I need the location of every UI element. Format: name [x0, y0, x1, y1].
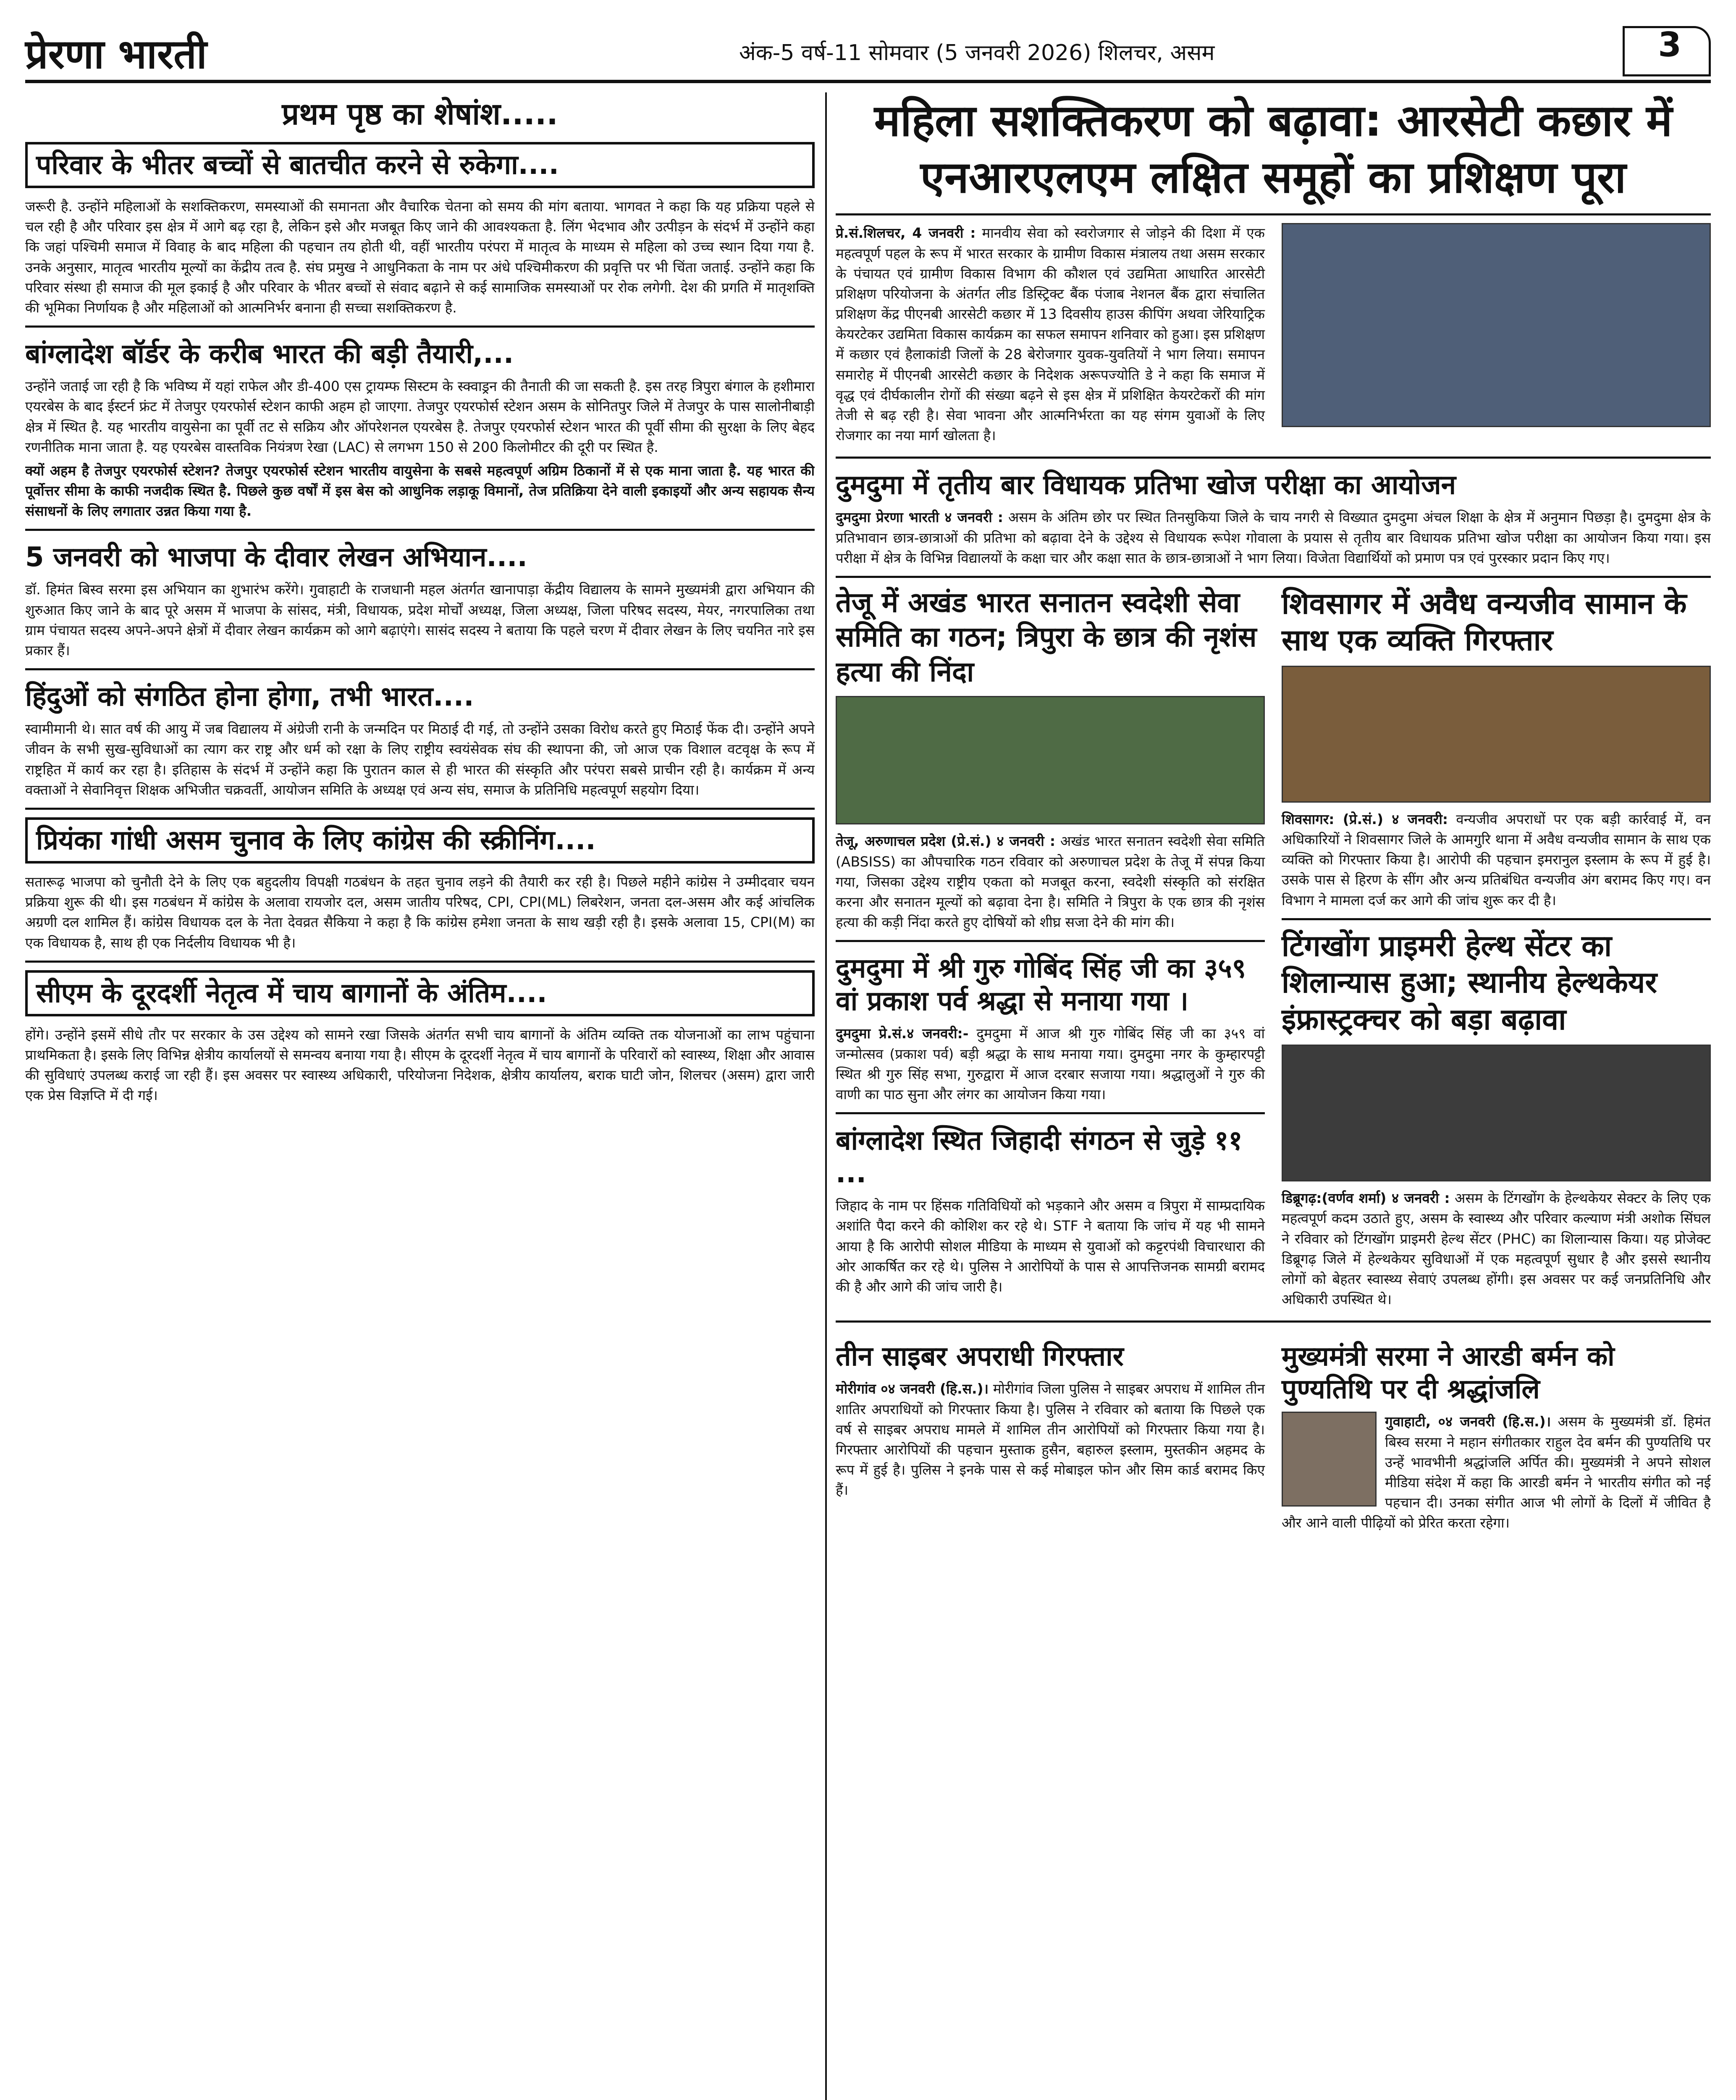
- article-body: उन्होंने जताई जा रही है कि भविष्य में यहां राफेल और डी-400 एस ट्रायम्फ सिस्टम के स्क्वाड्रन की तैनाती की जा सकती है. इस तरह त्रिपुरा बंगाल के हशीमारा एयरबेस के बाद ईस्टर्न फ्रंट में तेजपुर एयरफोर्स स्टेशन काफी अहम हो जाएगा. तेजपुर एयरफोर्स स्टेशन असम के सोनितपुर जिले में तेजपुर के पास सालोनीबाड़ी क्षेत्र में स्थित है. यह भारतीय वायुसेना का पूर्वी तट से सक्रिय और ऑपरेशनल एयरबेस है. तेजपुर एयरफोर्स स्टेशन भारत की पूर्वी सीमा की सुरक्षा के लिए बेहद रणनीतिक माना जाता है. यह एयरबेस वास्तविक नियंत्रण रेखा (LAC) से लगभग 150 से 200 किलोमीटर की दूरी पर स्थित है.: [25, 378, 815, 455]
- divider: [25, 961, 815, 963]
- tribute-photo: [1282, 1412, 1377, 1507]
- lead-story: [836, 223, 1711, 449]
- divider: [1282, 918, 1711, 920]
- article-body: स्वामीमानी थे। सात वर्ष की आयु में जब विद्यालय में अंग्रेजी रानी के जन्मदिन पर मिठाई दी गई, तो उन्होंने उसका विरोध करते हुए मिठाई फेंक दी। उन्होंने अपने जीवन के सभी सुख-सुविधाओं का त्याग कर राष्ट्र और धर्म को रक्षा के लिए राष्ट्रीय स्वयंसेवक संघ की स्थापना की, जो आज एक विशाल वटवृक्ष के रूप में राष्ट्रहित में कार्य कर रहा है। इतिहास के संदर्भ में उन्होंने कहा कि पुरातन काल से ही भारत की संस्कृति और परंपरा सबसे प्राचीन रही है। कार्यक्रम में अन्य वक्ताओं ने सेवानिवृत्त शिक्षक अभिजीत चक्रवर्ती, आयोजन समिति के अध्यक्ष एवं अन्य संघ, समाज के प्रतिनिधि महत्वपूर्ण सहयोग दिया।: [25, 721, 815, 798]
- page-number: 3: [1658, 25, 1681, 64]
- article-headline: बांग्लादेश बॉर्डर के करीब भारत की बड़ी तैयारी,...: [25, 339, 514, 370]
- health-headline: टिंगखोंग प्राइमरी हेल्थ सेंटर का शिलान्यास हुआ; स्थानीय हेल्थकेयर इंफ्रास्ट्रक्चर को बड़ा बढ़ावा: [1282, 928, 1657, 1037]
- masthead: [25, 17, 1711, 83]
- lead-body: [836, 223, 1265, 446]
- issue-line: अंक-5 वर्ष-11 सोमवार (5 जनवरी 2026) शिलचर, असम: [739, 40, 1215, 66]
- article-headline: सीएम के दूरदर्शी नेतृत्व में चाय बागानों के अंतिम....: [25, 970, 815, 1016]
- divider: [836, 940, 1265, 942]
- talent-text: असम के अंतिम छोर पर स्थित तिनसुकिया जिले के चाय नगरी से विख्यात दुमदुमा अंचल शिक्षा के क्षेत्र में अनुमान पिछड़ा है। दुमदुमा क्षेत्र के प्रतिभावान छात्र-छात्राओं की प्रतिभा को बढ़ावा देने के उद्देश्य से विधायक रूपेश गोवाला के प्रयास से तृतीय बार विधायक प्रतिभा खोज परीक्षा का आयोजन किया गया। इस परीक्षा में क्षेत्र के विभिन्न विद्यालयों के कक्षा चार और कक्षा सात के छात्र-छात्राओं ने भाग लिया। विजेता विद्यार्थियों को प्रमाण पत्र एवं पुरस्कार प्रदान किए गए।: [836, 509, 1711, 566]
- lead-headline: महिला सशक्तिकरण को बढ़ावा: आरसेटी कछार में एनआरएलएम लक्षित समूहों का प्रशिक्षण पूरा: [874, 95, 1673, 203]
- right-column: [836, 92, 1711, 2100]
- gurpurab-headline: दुमदुमा में श्री गुरु गोबिंद सिंह जी का ३५९ वां प्रकाश पर्व श्रद्धा से मनाया गया ।: [836, 953, 1246, 1017]
- sanatan-photo: [836, 696, 1265, 824]
- wildlife-headline: शिवसागर में अवैध वन्यजीव सामान के साथ एक व्यक्ति गिरफ्तार: [1282, 586, 1687, 658]
- talent-headline: दुमदुमा में तृतीय बार विधायक प्रतिभा खोज परीक्षा का आयोजन: [836, 470, 1456, 501]
- article-body: डॉ. हिमंत बिस्व सरमा इस अभियान का शुभारंभ करेंगे। गुवाहाटी के राजधानी महल अंतर्गत खानापाड़ा केंद्रीय विद्यालय के सामने मुख्यमंत्री द्वारा अभियान की शुरुआत किए जाने के बाद पूरे असम में भाजपा के सांसद, मंत्री, विधायक, प्रदेश मोर्चों अध्यक्ष, जिला अध्यक्ष, जिला परिषद सदस्य, मेयर, नगरपालिका तथा ग्राम पंचायत सदस्य अपने-अपने क्षेत्रों में दीवार लेखन कार्यक्रम को आगे बढ़ाएंगे। सासंद सदस्य ने बताया कि पहले चरण में दीवार लेखन के लिए चयनित नारे इस प्रकार हैं।: [25, 581, 815, 659]
- divider: [836, 576, 1711, 578]
- wildlife-body: [1282, 809, 1711, 911]
- jihadi-headline: बांग्लादेश स्थित जिहादी संगठन से जुड़े ११ ...: [836, 1125, 1243, 1189]
- health-photo: [1282, 1045, 1711, 1181]
- article-headline: हिंदुओं को संगठित होना होगा, तभी भारत....: [25, 681, 474, 713]
- health-body: [1282, 1188, 1711, 1310]
- divider: [25, 326, 815, 328]
- cyber-headline: तीन साइबर अपराधी गिरफ्तार: [836, 1341, 1124, 1373]
- tribute-dateline: गुवाहाटी, ०४ जनवरी (हि.स.)।: [1385, 1413, 1551, 1430]
- brand-title: प्रेरणा भारती: [25, 30, 207, 78]
- bottom-block: [836, 1330, 1711, 1536]
- tribute-headline: मुख्यमंत्री सरमा ने आरडी बर्मन को पुण्यतिथि पर दी श्रद्धांजलि: [1282, 1341, 1615, 1405]
- training-photo: [1282, 223, 1711, 427]
- middle-block: [836, 585, 1711, 1313]
- article-headline: 5 जनवरी को भाजपा के दीवार लेखन अभियान....: [25, 542, 527, 573]
- article-body: होंगे। उन्होंने इसमें सीधे तौर पर सरकार के उस उद्देश्य को सामने रखा जिसके अंतर्गत सभी चाय बागानों के अंतिम व्यक्ति तक योजनाओं का लाभ पहुंचाना प्राथमिकता है। इसके लिए विभिन्न क्षेत्रीय कार्यालयों से समन्वय बनाया गया है। सीएम के दूरदर्शी नेतृत्व में चाय बागानों के परिवारों को स्वास्थ्य, शिक्षा और आवास की सुविधाएं उपलब्ध कराई जा रही हैं। इस अवसर पर स्वास्थ्य अधिकारी, परियोजना निदेशक, क्षेत्रीय कार्यालय, बराक घाटी जोन, शिलचर (असम) द्वारा जारी एक प्रेस विज्ञप्ति में दी गई।: [25, 1026, 815, 1104]
- left-column: [25, 92, 815, 2100]
- cyber-dateline: मोरीगांव ०४ जनवरी (हि.स.)।: [836, 1381, 989, 1397]
- cyber-text: मोरीगांव जिला पुलिस ने साइबर अपराध में शामिल तीन शातिर अपराधियों को गिरफ्तार किया है। पुलिस ने रविवार को बताया कि पिछले एक वर्ष से साइबर अपराध मामले में शामिल तीन आरोपियों को गिरफ्तार किया गया है। गिरफ्तार आरोपियों की पहचान मुस्ताक हुसैन, बहारुल इस्लाम, मुस्तकीन अहमद के रूप में हुई है। पुलिस ने इनके पास से कई मोबाइल फोन और सिम कार्ड बरामद किए हैं।: [836, 1381, 1265, 1499]
- wildlife-photo: [1282, 666, 1711, 803]
- article-headline: प्रियंका गांधी असम चुनाव के लिए कांग्रेस की स्क्रीनिंग....: [25, 817, 815, 864]
- health-text: असम के टिंगखोंग के हेल्थकेयर सेक्टर के लिए एक महत्वपूर्ण कदम उठाते हुए, असम के स्वास्थ्य और परिवार कल्याण मंत्री अशोक सिंघल ने रविवार को टिंगखोंग प्राइमरी हेल्थ सेंटर (PHC) का शिलान्यास किया। यह प्रोजेक्ट डिब्रूगढ़ जिले में हेल्थकेयर सुविधाओं में एक महत्वपूर्ण सुधार है और इससे स्थानीय लोगों को बेहतर स्वास्थ्य सेवाएं उपलब्ध होंगी। इस अवसर पर कई जनप्रतिनिधि और अधिकारी उपस्थित थे।: [1282, 1190, 1711, 1308]
- talent-body: [836, 507, 1711, 568]
- section-title: प्रथम पृष्ठ का शेषांश.....: [282, 96, 558, 131]
- gurpurab-text: दुमदुमा में आज श्री गुरु गोबिंद सिंह जी का ३५९ वां जन्मोत्सव (प्रकाश पर्व) बड़ी श्रद्धा के साथ मनाया गया। दुमदुमा नगर के कुम्हारपट्टी स्थित श्री गुरु सिंह सभा, गुरुद्वारा में आज दरबार सजाया गया। श्रद्धालुओं ने गुरु की वाणी का पाठ सुना और लंगर का आयोजन किया गया।: [836, 1025, 1265, 1102]
- divider: [25, 529, 815, 531]
- divider: [25, 808, 815, 810]
- article-headline: परिवार के भीतर बच्चों से बातचीत करने से रुकेगा....: [25, 142, 815, 188]
- sanatan-body: [836, 831, 1265, 932]
- sanatan-dateline: तेजू, अरुणाचल प्रदेश (प्रे.सं.) ४ जनवरी :: [836, 833, 1056, 850]
- cyber-body: [836, 1379, 1265, 1500]
- gurpurab-dateline: दुमदुमा प्रे.सं.४ जनवरी:-: [836, 1025, 969, 1042]
- gurpurab-body: [836, 1024, 1265, 1105]
- health-dateline: डिब्रूगढ़:(वर्णव शर्मा) ४ जनवरी :: [1282, 1190, 1450, 1207]
- lead-dateline: प्रे.सं.शिलचर, 4 जनवरी :: [836, 225, 976, 242]
- divider: [836, 1320, 1711, 1323]
- article-body: जरूरी है. उन्होंने महिलाओं के सशक्तिकरण, समस्याओं की समानता और वैचारिक चेतना को समय की मांग बताया. भागवत ने कहा कि यह प्रक्रिया पहले से चल रही है और परिवार इस क्षेत्र में आगे बढ़ रहा है, लेकिन इसे और मजबूत किए जाने की आवश्यकता है. लिंग भेदभाव और उत्पीड़न के संदर्भ में उन्होंने कहा कि जहां पश्चिमी समाज में विवाह के बाद महिला की पहचान तय होती थी, वहीं भारतीय परंपरा में मातृत्व के माध्यम से महिला को उच्च स्थान दिया गया है. उनके अनुसार, मातृत्व भारतीय मूल्यों का केंद्रीय तत्व है. संघ प्रमुख ने आधुनिकता के नाम पर अंधे पश्चिमीकरण की प्रवृत्ति पर भी चिंता जताई. उन्होंने कहा कि परिवार संस्था ही समाज की मूल इकाई है और परिवार के भीतर बच्चों से संवाद बढ़ाने से कई सामाजिक समस्याओं पर रोक लगेगी. देश की प्रगति में मातृशक्ति की भूमिका निर्णायक है और महिलाओं को आत्मनिर्भर बनाना ही सच्चा सशक्तिकरण है.: [25, 198, 815, 316]
- tribute-text: असम के मुख्यमंत्री डॉ. हिमंत बिस्व सरमा ने महान संगीतकार राहुल देव बर्मन की पुण्यतिथि पर उन्हें भावभीनी श्रद्धांजलि अर्पित की। मुख्यमंत्री ने अपने सोशल मीडिया संदेश में कहा कि आरडी बर्मन ने भारतीय संगीत को नई पहचान दी। उनका संगीत आज भी लोगों के दिलों में जीवित है और आने वाली पीढ़ियों को प्रेरित करता रहेगा।: [1282, 1413, 1711, 1531]
- lead-text: मानवीय सेवा को स्वरोजगार से जोड़ने की दिशा में एक महत्वपूर्ण पहल के रूप में भारत सरकार के ग्रामीण विकास मंत्रालय तथा असम सरकार के पंचायत एवं ग्रामीण विकास विभाग की कौशल एवं उद्यमिता आधारित आरसेटी प्रशिक्षण परियोजना के अंतर्गत लीड डिस्ट्रिक्ट बैंक पंजाब नेशनल बैंक द्वारा संचालित प्रशिक्षण केंद्र पीएनबी आरसेटी कछार में 13 दिवसीय हाउस कीपिंग अथवा जेरियाट्रिक केयरटेकर उद्यमिता विकास कार्यक्रम का सफल समापन शनिवार को हुआ। इस प्रशिक्षण में कछार एवं हैलाकांडी जिलों के 28 बेरोजगार युवक-युवतियों ने भाग लिया। समापन समारोह में पीएनबी आरसेटी कछार के निदेशक अरूपज्योति डे ने कहा कि समाज में वृद्ध एवं दीर्घकालीन रोगों की संख्या बढ़ने से इस क्षेत्र में प्रशिक्षित केयरटेकरों की मांग तेजी से बढ़ रही है। सेवा भावना और आत्मनिर्भरता का यह संगम युवाओं के लिए रोजगार का नया मार्ग खोलता है।: [836, 225, 1265, 444]
- sanatan-headline: तेजू में अखंड भारत सनातन स्वदेशी सेवा समिति का गठन; त्रिपुरा के छात्र की नृशंस हत्या की निंदा: [836, 586, 1257, 688]
- divider: [836, 1112, 1265, 1114]
- article-highlight: क्यों अहम है तेजपुर एयरफोर्स स्टेशन? तेजपुर एयरफोर्स स्टेशन भारतीय वायुसेना के सबसे महत्वपूर्ण अग्रिम ठिकानों में से एक माना जाता है. यह भारत की पूर्वोत्तर सीमा के काफी नजदीक स्थित है. पिछले कुछ वर्षों में इस बेस को आधुनिक लड़ाकू विमानों, तेज प्रतिक्रिया देने वाली इकाइयों और अन्य सहायक सैन्य संसाधनों के लिए लगातार उन्नत किया गया है.: [25, 462, 815, 520]
- divider: [836, 213, 1711, 215]
- jihadi-body: जिहाद के नाम पर हिंसक गतिविधियों को भड़काने और असम व त्रिपुरा में साम्प्रदायिक अशांति पैदा करने की कोशिश कर रहे थे। STF ने बताया कि जांच में यह भी सामने आया है कि आरोपी सोशल मीडिया के माध्यम से युवाओं को कट्टरपंथी विचारधारा की ओर आकर्षित कर रहे थे। पुलिस ने आरोपियों के पास से आपत्तिजनक सामग्री बरामद की है और आगे की जांच जारी है।: [836, 1197, 1265, 1295]
- article-body: सतारूढ़ भाजपा को चुनौती देने के लिए एक बहुदलीय विपक्षी गठबंधन के तहत चुनाव लड़ने की तैयारी कर रही है। पिछले महीने कांग्रेस ने उम्मीदवार चयन प्रक्रिया शुरू की थी। इस गठबंधन में कांग्रेस के अलावा रायजोर दल, असम जातीय परिषद, CPI, CPI(ML) लिबरेशन, जनता दल-असम और कई आंचलिक अग्रणी दल शामिल हैं। कांग्रेस विधायक दल के नेता देवव्रत सैकिया ने कहा है कि कांग्रेस हमेशा जनता के साथ खड़ी रही है। इसके अलावा 15, CPI(M) का एक विधायक है, साथ ही एक निर्दलीय विधायक भी है।: [25, 874, 815, 951]
- sanatan-text: अखंड भारत सनातन स्वदेशी सेवा समिति (ABSISS) का औपचारिक गठन रविवार को अरुणाचल प्रदेश के तेजू में संपन्न किया गया, जिसका उद्देश्य राष्ट्रीय एकता को मजबूत करना, स्वदेशी संस्कृति को संरक्षित करना और सनातन मूल्यों को बढ़ावा देना है। समिति ने त्रिपुरा के एक छात्र की नृशंस हत्या की कड़ी निंदा करते हुए दोषियों को शीघ्र सजा देने की मांग की।: [836, 833, 1265, 931]
- wildlife-text: वन्यजीव अपराधों पर एक बड़ी कार्रवाई में, वन अधिकारियों ने शिवसागर जिले के आमगुरि थाना में अवैध वन्यजीव सामान के साथ एक व्यक्ति को गिरफ्तार किया है। आरोपी की पहचान इमरानुल इस्लाम के रूप में हुई है। उसके पास से हिरण के सींग और अन्य प्रतिबंधित वन्यजीव अंग बरामद किए गए। वन विभाग ने मामला दर्ज कर आगे की जांच शुरू कर दी है।: [1282, 811, 1711, 908]
- divider: [25, 668, 815, 670]
- column-divider: [825, 92, 827, 2100]
- talent-dateline: दुमदुमा प्रेरणा भारती ४ जनवरी :: [836, 509, 1003, 526]
- wildlife-dateline: शिवसागर: (प्रे.सं.) ४ जनवरी:: [1282, 811, 1448, 827]
- divider: [836, 457, 1711, 459]
